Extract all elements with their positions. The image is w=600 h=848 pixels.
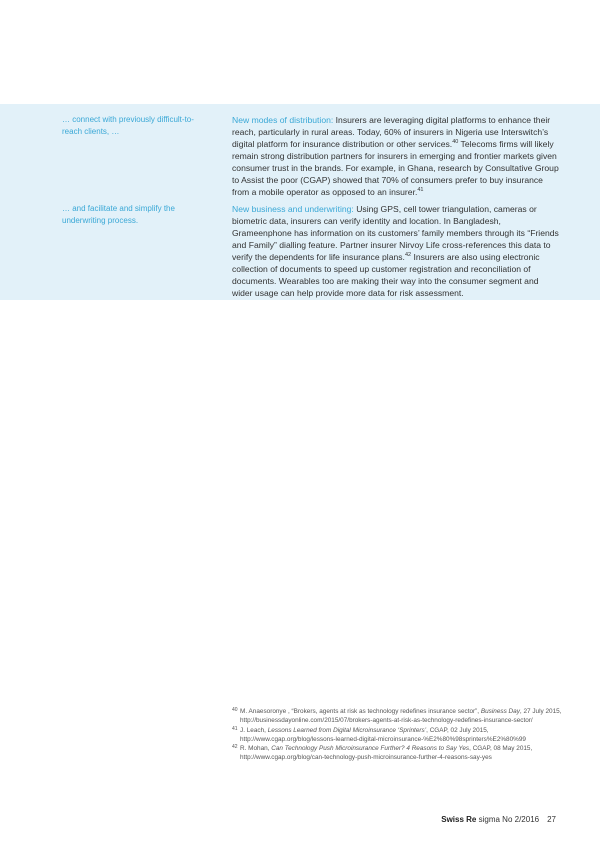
paragraph-text: Insurers are also using electronic collection of documents to speed up customer registration and reconciliation of documents. Wearables too are making their way into the consumer segment and wider usage can help provide more data for risk assessment. bbox=[232, 252, 540, 298]
body-paragraph bbox=[232, 114, 560, 198]
footnote-title: Lessons Learned from Digital Microinsurance ‘Sprinters’ bbox=[267, 726, 427, 734]
page-footer bbox=[441, 815, 556, 825]
paragraph-lead: New business and underwriting: bbox=[232, 204, 354, 214]
body-paragraph bbox=[232, 203, 560, 299]
footnote-ref[interactable]: 41 bbox=[417, 187, 424, 194]
margin-note: … and facilitate and simplify the underwriting process. bbox=[62, 204, 175, 225]
footnote-text: R. Mohan, bbox=[240, 745, 272, 753]
footnote-text: J. Leach, bbox=[240, 726, 268, 734]
footnote-number: 40 bbox=[232, 707, 238, 713]
page-number: 27 bbox=[547, 815, 556, 824]
footnote-title: Can Technology Push Microinsurance Further? 4 Reasons to Say Yes bbox=[271, 745, 470, 753]
footnote-link[interactable]: , CGAP, 08 May 2015, http://www.cgap.org/blog/can-technology-push-microinsurance-further-4-reasons-say-yes bbox=[240, 745, 533, 762]
footnote-ref[interactable]: 42 bbox=[404, 252, 412, 259]
paragraph-text: Telecoms firms will likely remain strong distribution partners for insurers in emerging and frontier markets given consumer trust in the brands. For example, in Ghana, research by Consultative Group to Assist the poor (CGAP) showed that 70% of consumers prefer to buy insurance from a mobile operator as opposed to an insurer. bbox=[232, 139, 559, 197]
paragraph-text: Using GPS, cell tower triangulation, cameras or biometric data, insurers can verify identity and location. In Bangladesh, Grameenphone has information on its customers’ family members through its “Friends and Family” dialling feature. Partner insurer Nirvoy Life cross-references this data to verify the dependents for life insurance plans. bbox=[232, 204, 559, 262]
brand-name: Swiss Re bbox=[441, 815, 477, 824]
footnotes bbox=[232, 707, 562, 763]
footnote-link[interactable]: , 27 July 2015, http://businessdayonline.com/2015/07/brokers-agents-at-risk-as-technology-redefines-insurance-sector/ bbox=[240, 708, 562, 725]
footnote-link[interactable]: , CGAP, 02 July 2015, http://www.cgap.org/blog/lessons-learned-digital-microinsurance-%E2%80%98sprinters%E2%80%99 bbox=[240, 726, 526, 743]
footnote bbox=[232, 726, 562, 745]
footnote bbox=[232, 707, 562, 726]
footnote-number: 42 bbox=[232, 744, 238, 751]
paragraph-text: Insurers are leveraging digital platforms to enhance their reach, particularly in rural areas. Today, 60% of insurers in Nigeria use Interswitch’s digital platform for insurance distribution or other services. bbox=[232, 115, 551, 149]
footnote-number: 41 bbox=[232, 725, 238, 732]
margin-note: … connect with previously difficult-to-reach clients, … bbox=[62, 115, 194, 136]
publication-name: sigma No 2/2016 bbox=[478, 815, 540, 824]
paragraph-lead: New modes of distribution: bbox=[232, 115, 334, 125]
footnote-title: Business Day bbox=[480, 708, 520, 715]
footnote-ref[interactable]: 40 bbox=[452, 139, 459, 146]
footnote-text: M. Anaesoronye , “Brokers, agents at risk as technology redefines insurance sector”, bbox=[240, 708, 481, 715]
footnote bbox=[232, 744, 562, 763]
